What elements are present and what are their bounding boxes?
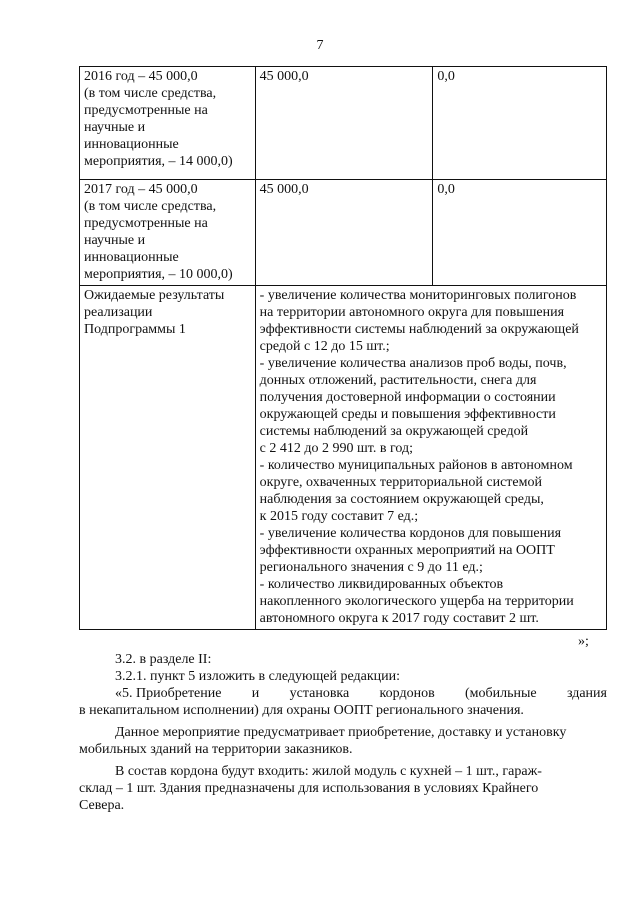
result-line: накопленного экологического ущерба на территории [259, 594, 574, 609]
cell-line: (в том числе средства, [84, 86, 217, 101]
clause-word: (мобильные [465, 686, 537, 701]
section-heading: 3.2. в разделе II: [115, 652, 212, 667]
other-value-cell: 0,0 [433, 180, 607, 286]
paragraph-line: склад – 1 шт. Здания предназначены для использования в условиях Крайнего [79, 781, 539, 796]
cell-line: 2016 год – 45 000,0 [84, 69, 198, 84]
cell-line: инновационные [84, 137, 179, 152]
program-funding-table [79, 66, 607, 630]
cell-line: предусмотренные на [84, 216, 208, 231]
result-line: эффективности охранных мероприятий на ООПТ [259, 543, 555, 558]
clause-word: кордонов [379, 686, 435, 701]
cell-line: Ожидаемые результаты [84, 288, 225, 303]
other-value-cell: 0,0 [433, 67, 607, 180]
paragraph-line: мобильных зданий на территории заказников. [79, 742, 353, 757]
result-line: донных отложений, растительности, снега для [259, 373, 537, 388]
result-line: регионального значения с 9 до 11 ед.; [259, 560, 483, 575]
cell-line: инновационные [84, 250, 179, 265]
paragraph-line: В состав кордона будут входить: жилой модуль с кухней – 1 шт., гараж- [115, 764, 542, 779]
result-line: - увеличение количества мониторинговых полигонов [259, 288, 577, 303]
cell-line: Подпрограммы 1 [84, 322, 186, 337]
results-text-cell [255, 286, 606, 630]
clause-text-line [79, 685, 607, 702]
year-2017-cell [80, 180, 256, 286]
result-line: с 2 412 до 2 990 шт. в год; [259, 441, 413, 456]
cell-line: предусмотренные на [84, 103, 208, 118]
closing-quote: »; [578, 634, 589, 649]
result-line: - увеличение количества кордонов для повышения [259, 526, 562, 541]
result-line: - увеличение количества анализов проб воды, почв, [259, 356, 567, 371]
cell-line: научные и [84, 120, 146, 135]
paragraph-line: Севера. [79, 798, 125, 813]
document-body [79, 651, 607, 814]
table-row [80, 67, 607, 180]
result-line: наблюдения за состоянием окружающей среды, [259, 492, 544, 507]
budget-value-cell: 45 000,0 [255, 180, 433, 286]
result-line: системы наблюдений за окружающей средой [259, 424, 529, 439]
clause-text-line: в некапитальном исполнении) для охраны ООПТ регионального значения. [79, 703, 524, 718]
results-label-cell [80, 286, 256, 630]
result-line: к 2015 году составит 7 ед.; [259, 509, 419, 524]
result-line: получения достоверной информации о состоянии [259, 390, 556, 405]
cell-line: (в том числе средства, [84, 199, 217, 214]
result-line: - количество муниципальных районов в автономном [259, 458, 573, 473]
table-row [80, 286, 607, 630]
year-2016-cell [80, 67, 256, 180]
cell-line: научные и [84, 233, 146, 248]
clause-intro: 3.2.1. пункт 5 изложить в следующей редакции: [115, 669, 400, 684]
clause-word: и [251, 686, 260, 701]
budget-value-cell: 45 000,0 [255, 67, 433, 180]
clause-word: здания [566, 686, 607, 701]
page-number: 7 [316, 38, 324, 53]
paragraph-line: Данное мероприятие предусматривает приобретение, доставку и установку [115, 725, 567, 740]
clause-word: установка [289, 686, 350, 701]
table-row [80, 180, 607, 286]
result-line: округе, охваченных территориальной системой [259, 475, 542, 490]
result-line: - количество ликвидированных объектов [259, 577, 504, 592]
result-line: на территории автономного округа для повышения [259, 305, 565, 320]
cell-line: 2017 год – 45 000,0 [84, 182, 198, 197]
result-line: эффективности системы наблюдений за окружающей [259, 322, 579, 337]
result-line: автономного округа к 2017 году составит 2 шт. [259, 611, 539, 626]
result-line: окружающей среды и повышения эффективности [259, 407, 556, 422]
clause-word: «5. Приобретение [115, 686, 222, 701]
cell-line: реализации [84, 305, 153, 320]
cell-line: мероприятия, – 10 000,0) [84, 267, 233, 282]
result-line: средой с 12 до 15 шт.; [259, 339, 390, 354]
cell-line: мероприятия, – 14 000,0) [84, 154, 233, 169]
